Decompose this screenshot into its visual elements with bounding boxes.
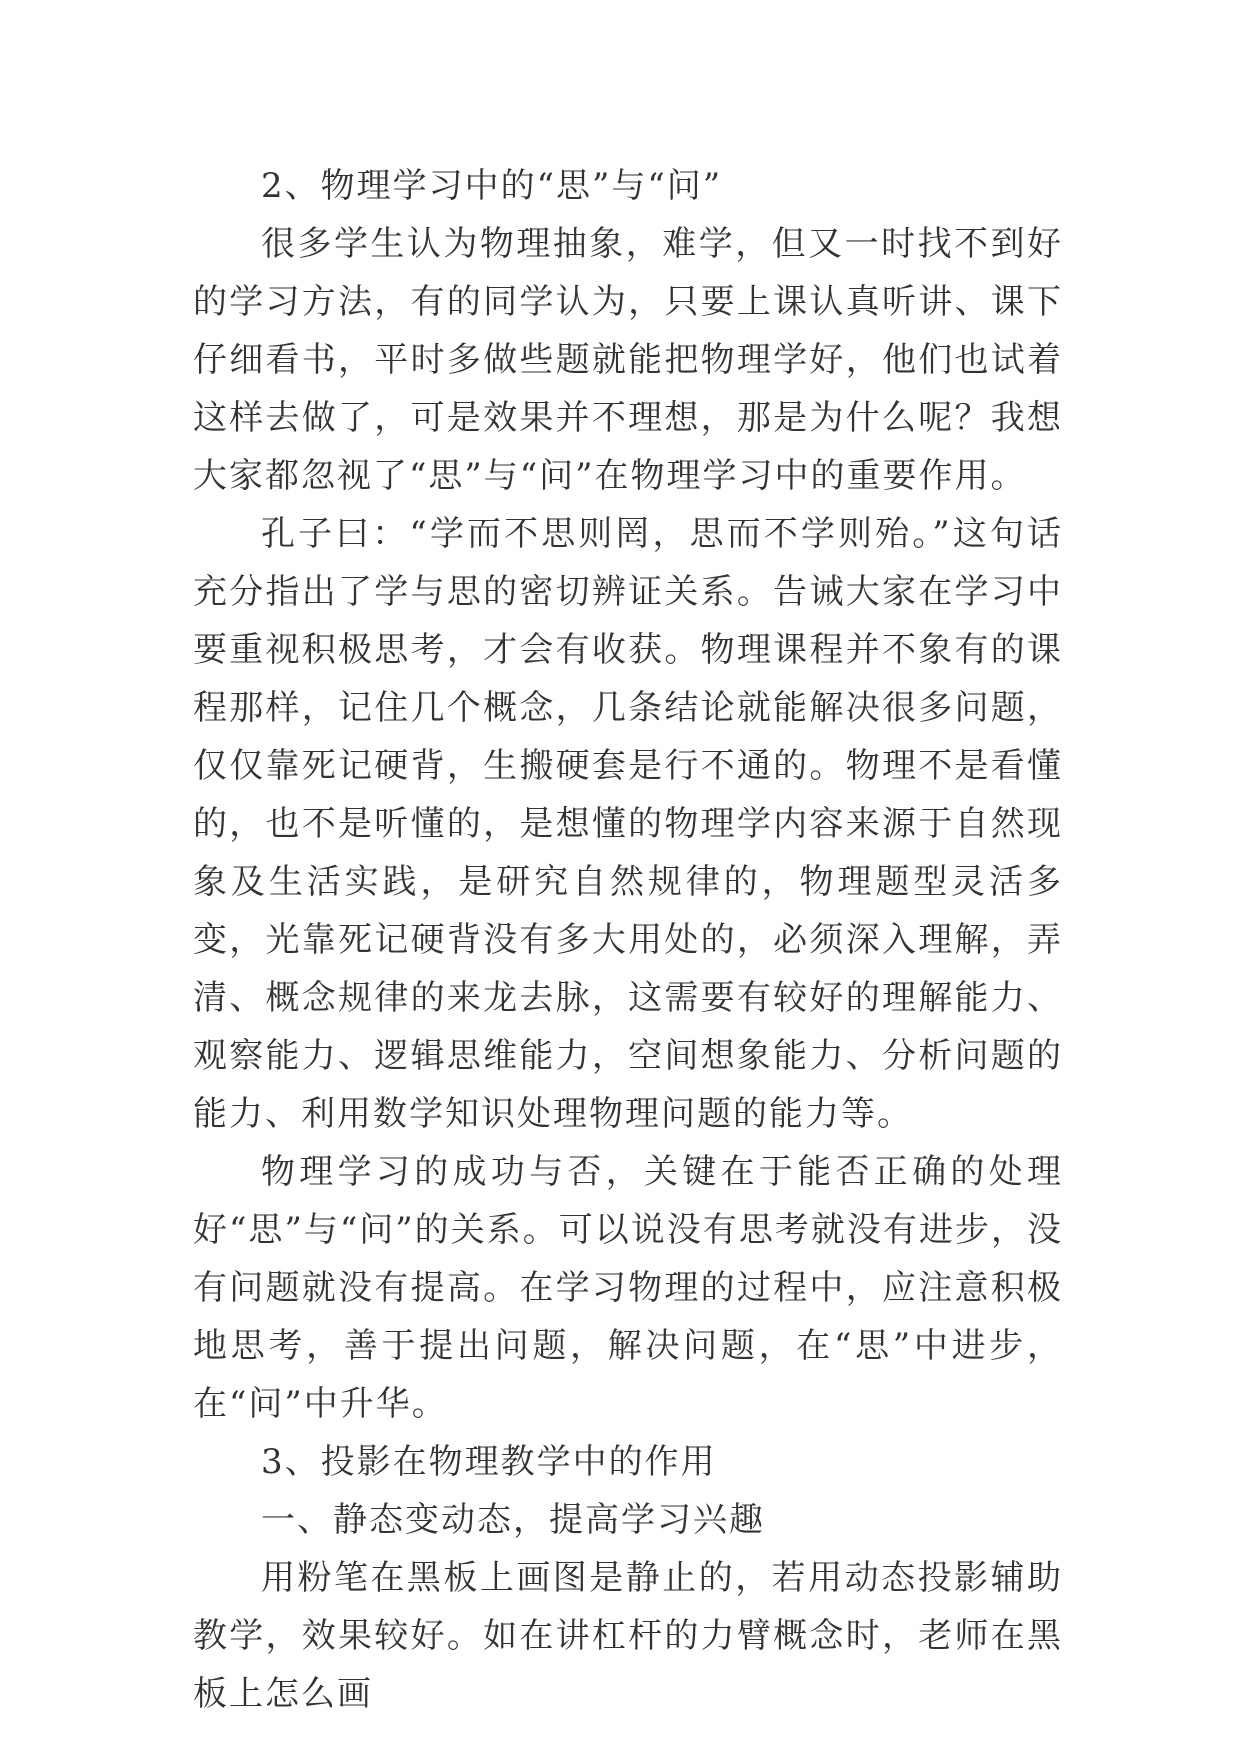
paragraph-intro: 很多学生认为物理抽象，难学，但又一时找不到好的学习方法，有的同学认为，只要上课认真听讲、课下仔细看书，平时多做些题就能把物理学好，他们也试着这样去做了，可是效果并不理想，那是为什么呢？我想大家都忽视了“思”与“问”在物理学习中的重要作用。 [193,224,1063,496]
section-heading-3: 3、投影在物理教学中的作用 [261,1442,717,1482]
paragraph-chalk: 用粉笔在黑板上画图是静止的，若用动态投影辅助教学，效果较好。如在讲杠杆的力臂概念时，老师在黑板上怎么画 [193,1558,1063,1714]
section-heading-2: 2、物理学习中的“思”与“问” [261,166,723,206]
paragraph-success: 物理学习的成功与否，关键在于能否正确的处理好“思”与“问”的关系。可以说没有思考就没有进步，没有问题就没有提高。在学习物理的过程中，应注意积极地思考，善于提出问题，解决问题，在“思”中进步，在“问”中升华。 [193,1152,1063,1424]
subsection-heading-1: 一、静态变动态，提高学习兴趣 [261,1500,765,1540]
document-body [193,157,1063,1723]
paragraph-confucius: 孔子曰：“学而不思则罔，思而不学则殆。”这句话充分指出了学与思的密切辨证关系。告诫大家在学习中要重视积极思考，才会有收获。物理课程并不象有的课程那样，记住几个概念，几条结论就能解决很多问题，仅仅靠死记硬背，生搬硬套是行不通的。物理不是看懂的，也不是听懂的，是想懂的物理学内容来源于自然现象及生活实践，是研究自然规律的，物理题型灵活多变，光靠死记硬背没有多大用处的，必须深入理解，弄清、概念规律的来龙去脉，这需要有较好的理解能力、观察能力、逻辑思维能力，空间想象能力、分析问题的能力、利用数学知识处理物理问题的能力等。 [193,514,1063,1134]
